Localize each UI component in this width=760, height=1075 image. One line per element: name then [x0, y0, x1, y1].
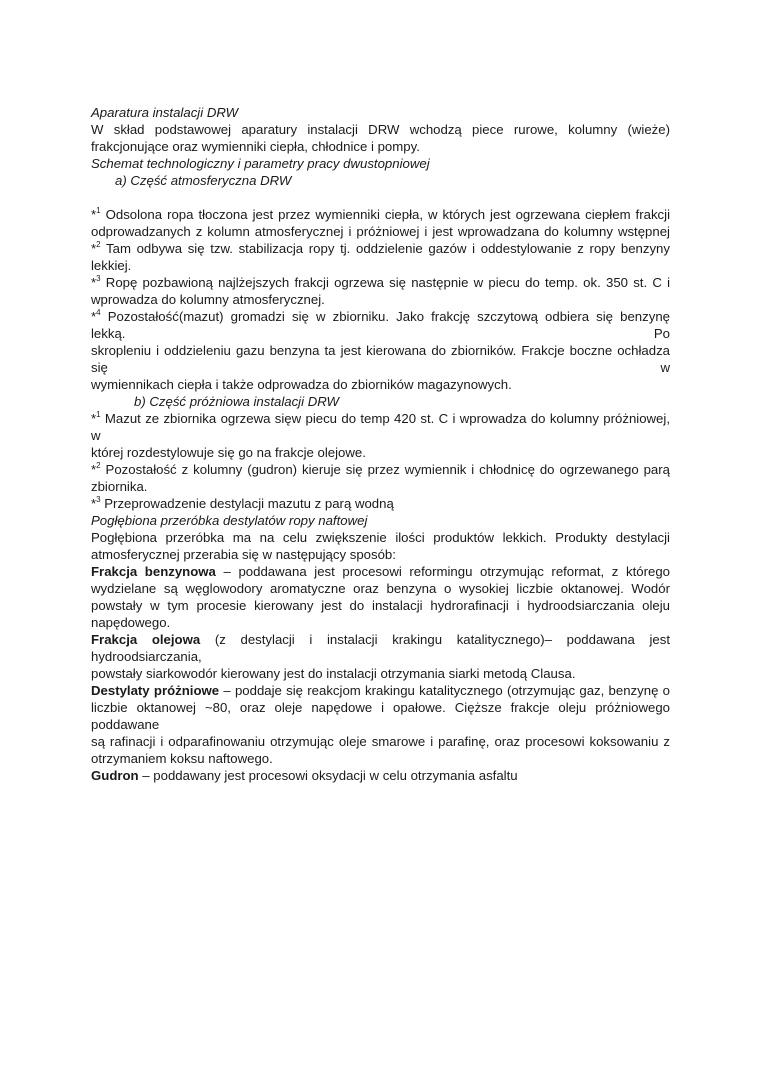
definition-text: – poddawany jest procesowi oksydacji w celu otrzymania asfaltu	[138, 768, 518, 783]
atmospheric-step-3-line: wprowadza do kolumny atmosferycznej.	[91, 292, 325, 307]
step-text: Odsolona ropa tłoczona jest przez wymienniki ciepła, w których jest ogrzewana ciepłem frakcji	[100, 207, 670, 222]
footnote-marker: *	[91, 496, 97, 511]
footnote-number: 3	[96, 494, 101, 504]
footnote-number: 4	[96, 307, 101, 317]
atmospheric-step-4-line	[91, 308, 670, 342]
step-text: Przeprowadzenie destylacji mazutu z parą wodną	[100, 496, 394, 511]
paragraph-poglebiona-line: Pogłębiona przeróbka ma na celu zwiększenie ilości produktów lekkich. Produkty destylacji	[91, 530, 670, 545]
term-gudron: Gudron	[91, 768, 139, 783]
subheading-atmospheric: a) Część atmosferyczna DRW	[115, 173, 292, 188]
atmospheric-step-2-line: lekkiej.	[91, 258, 132, 273]
step-text: Ropę pozbawioną najlżejszych frakcji ogrzewa się następnie w piecu do temp. ok. 350 st. C i	[100, 275, 670, 290]
step-text: Mazut ze zbiornika ogrzewa sięw piecu do temp 420 st. C i wprowadza do kolumny próżniowej, w	[91, 411, 670, 443]
destylaty-prozniowe-line: liczbie oktanowej ~80, oraz oleje napędowe i opałowe. Cięższe frakcje oleju próżniowego poddawane	[91, 700, 670, 732]
atmospheric-step-3-line	[91, 274, 670, 291]
heading-schemat: Schemat technologiczny i parametry pracy dwustopniowej	[91, 156, 430, 171]
destylaty-prozniowe-line	[91, 682, 670, 699]
term-destylaty-prozniowe: Destylaty próżniowe	[91, 683, 220, 698]
destylaty-prozniowe-line: otrzymaniem koksu naftowego.	[91, 751, 273, 766]
frakcja-benzynowa-line: wydzielane są węglowodory aromatyczne oraz benzyna o wysokiej liczbie oktanowej. Wodór	[91, 581, 670, 596]
footnote-number: 2	[96, 460, 101, 470]
footnote-marker: *	[91, 241, 97, 256]
atmospheric-step-4-line: wymiennikach ciepła i także odprowadza do zbiorników magazynowych.	[91, 377, 512, 392]
footnote-number: 2	[96, 239, 101, 249]
term-frakcja-olejowa: Frakcja olejowa	[91, 632, 201, 647]
footnote-marker: *	[91, 411, 97, 426]
gudron-line	[91, 767, 670, 784]
atmospheric-step-4-line: skropleniu i oddzieleniu gazu benzyna ta jest kierowana do zbiorników. Frakcje boczne ochładza się w	[91, 343, 670, 375]
vacuum-step-2-line: zbiornika.	[91, 479, 148, 494]
heading-poglebiona: Pogłębiona przeróbka destylatów ropy naftowej	[91, 513, 368, 528]
frakcja-benzynowa-line	[91, 563, 670, 580]
footnote-number: 1	[96, 205, 101, 215]
definition-text: – poddawana jest procesowi reformingu otrzymując reformat, z którego	[215, 564, 670, 579]
frakcja-benzynowa-line: napędowego.	[91, 615, 171, 630]
vacuum-step-1-line: której rozdestylowuje się go na frakcje olejowe.	[91, 445, 366, 460]
footnote-number: 3	[96, 273, 101, 283]
paragraph-aparatura-line: W skład podstawowej aparatury instalacji DRW wchodzą piece rurowe, kolumny (wieże)	[91, 122, 670, 137]
vacuum-step-2-line	[91, 461, 670, 478]
term-frakcja-benzynowa: Frakcja benzynowa	[91, 564, 216, 579]
footnote-marker: *	[91, 309, 97, 324]
paragraph-poglebiona-line: atmosferycznej przerabia się w następujący sposób:	[91, 547, 396, 562]
paragraph-aparatura-line: frakcjonujące oraz wymienniki ciepła, chłodnice i pompy.	[91, 139, 420, 154]
frakcja-benzynowa-line: powstały w tym procesie kierowany jest do instalacji hydrorafinacji i hydroodsiarczania oleju	[91, 598, 670, 613]
vacuum-step-1-line	[91, 410, 670, 444]
footnote-marker: *	[91, 462, 97, 477]
frakcja-olejowa-line	[91, 631, 670, 665]
step-text: Pozostałość(mazut) gromadzi się w zbiorniku. Jako frakcję szczytową odbiera się benzynę lekką. Po	[91, 309, 670, 341]
definition-text: (z destylacji i instalacji krakingu katalitycznego)– poddawana jest hydroodsiarczania,	[91, 632, 671, 664]
step-text: Pozostałość z kolumny (gudron) kieruje się przez wymiennik i chłodnicę do ogrzewanego parą	[100, 462, 670, 477]
atmospheric-step-1-line	[91, 206, 670, 223]
footnote-number: 1	[96, 409, 101, 419]
destylaty-prozniowe-line: są rafinacji i odparafinowaniu otrzymując oleje smarowe i parafinę, oraz procesowi koksowaniu z	[91, 734, 670, 749]
footnote-marker: *	[91, 207, 97, 222]
subheading-vacuum: b) Część próżniowa instalacji DRW	[134, 394, 339, 409]
blank-line	[91, 189, 670, 206]
document-page	[91, 104, 670, 784]
frakcja-olejowa-line: powstały siarkowodór kierowany jest do instalacji otrzymania siarki metodą Clausa.	[91, 666, 576, 681]
vacuum-step-3-line	[91, 495, 670, 512]
step-text: Tam odbywa się tzw. stabilizacja ropy tj. oddzielenie gazów i oddestylowanie z ropy benzyny	[100, 241, 670, 256]
atmospheric-step-2-line	[91, 240, 670, 257]
atmospheric-step-1-line: odprowadzanych z kolumn atmosferycznej i próżniowej i jest wprowadzana do kolumny wstępnej	[91, 224, 670, 239]
definition-text: – poddaje się reakcjom krakingu katalitycznego (otrzymując gaz, benzynę o	[219, 683, 670, 698]
heading-aparatura: Aparatura instalacji DRW	[91, 105, 239, 120]
footnote-marker: *	[91, 275, 97, 290]
